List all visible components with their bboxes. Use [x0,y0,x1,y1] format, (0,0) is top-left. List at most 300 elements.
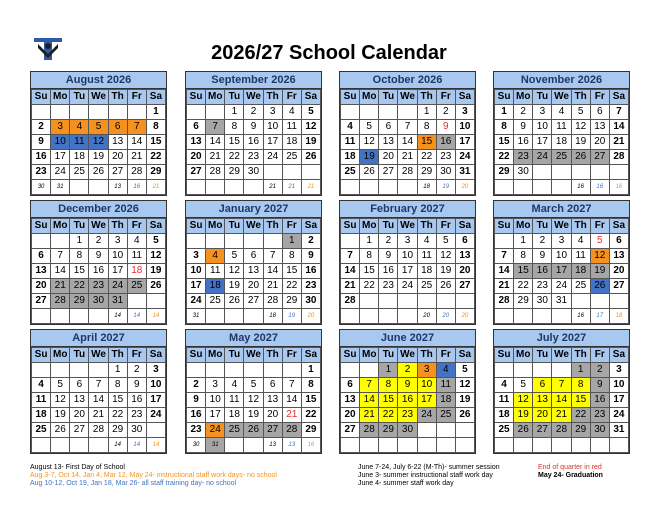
day-cell: 25 [417,279,436,294]
day-count [398,438,417,453]
day-cell [225,234,244,249]
day-cell: 7 [206,120,225,135]
day-cell: 25 [552,150,571,165]
day-cell: 1 [108,363,127,378]
day-count: 18 [263,309,282,324]
day-cell [417,294,436,309]
day-cell: 6 [590,105,609,120]
day-cell: 24 [417,408,436,423]
day-cell: 10 [146,378,165,393]
day-cell: 17 [206,408,225,423]
day-cell: 19 [436,264,455,279]
day-cell: 11 [495,393,514,408]
weekday-header: Fr [436,348,455,363]
day-cell: 8 [70,249,89,264]
day-cell: 25 [495,423,514,438]
day-cell: 30 [127,423,146,438]
day-cell: 22 [225,150,244,165]
day-cell: 5 [225,249,244,264]
day-cell [263,363,282,378]
day-cell: 18 [436,393,455,408]
day-cell: 11 [70,135,89,150]
day-cell: 16 [379,264,398,279]
day-cell: 20 [590,135,609,150]
day-cell: 12 [51,393,70,408]
day-cell: 17 [398,264,417,279]
day-cell: 16 [187,408,206,423]
day-cell: 1 [360,234,379,249]
day-count: 31 [187,309,206,324]
day-cell: 21 [360,408,379,423]
weekday-header: Tu [533,219,552,234]
day-cell: 25 [341,165,360,180]
day-cell: 8 [282,249,301,264]
day-cell: 17 [263,135,282,150]
day-cell: 6 [32,249,51,264]
day-cell [225,363,244,378]
day-cell: 1 [301,363,320,378]
day-cell: 30 [244,165,263,180]
day-cell: 7 [89,378,108,393]
day-cell: 22 [379,408,398,423]
weekday-header: We [89,219,108,234]
weekday-header: Th [417,348,436,363]
day-cell: 24 [398,279,417,294]
day-cell: 30 [89,294,108,309]
weekday-header: Th [263,348,282,363]
day-cell: 21 [127,150,146,165]
day-cell: 8 [417,120,436,135]
day-cell: 5 [514,378,533,393]
day-cell: 8 [146,120,165,135]
day-cell: 23 [244,150,263,165]
weekday-header: Fr [282,219,301,234]
day-cell [514,363,533,378]
day-cell: 3 [206,378,225,393]
day-cell: 28 [609,150,628,165]
day-cell: 20 [108,150,127,165]
day-cell: 4 [127,234,146,249]
day-cell: 15 [360,264,379,279]
day-cell: 28 [552,423,571,438]
day-cell: 13 [187,135,206,150]
day-cell [32,363,51,378]
day-cell [398,294,417,309]
day-cell: 2 [244,105,263,120]
month-february-2027 [339,200,476,325]
day-cell: 29 [495,165,514,180]
day-cell [609,294,628,309]
day-cell [341,234,360,249]
day-cell: 3 [51,120,70,135]
day-cell: 23 [32,165,51,180]
weekday-header: Fr [590,348,609,363]
day-cell: 3 [533,105,552,120]
day-cell: 24 [609,408,628,423]
day-count: 16 [571,309,590,324]
day-count [341,309,360,324]
day-count: 14 [127,309,146,324]
day-cell: 29 [225,165,244,180]
day-count [552,309,571,324]
month-title: March 2027 [494,201,629,218]
day-cell: 13 [590,120,609,135]
day-cell: 25 [225,423,244,438]
weekday-header: We [244,219,263,234]
day-cell [379,105,398,120]
day-cell: 18 [32,408,51,423]
day-cell: 17 [552,264,571,279]
day-cell: 29 [108,423,127,438]
day-cell: 15 [495,135,514,150]
day-cell: 9 [590,378,609,393]
day-cell: 23 [127,408,146,423]
day-cell: 4 [32,378,51,393]
day-count: 21 [282,180,301,195]
day-cell: 30 [514,165,533,180]
day-cell: 2 [301,234,320,249]
day-cell: 29 [146,165,165,180]
day-cell: 2 [379,234,398,249]
day-cell [341,363,360,378]
day-cell: 17 [609,393,628,408]
day-cell: 27 [609,279,628,294]
day-cell: 7 [609,105,628,120]
day-cell: 22 [417,150,436,165]
day-cell: 5 [244,378,263,393]
day-cell [436,294,455,309]
weekday-header: Fr [282,348,301,363]
day-cell: 1 [225,105,244,120]
day-cell: 19 [301,135,320,150]
day-cell: 11 [436,378,455,393]
day-count [417,438,436,453]
day-cell: 8 [225,120,244,135]
day-cell: 13 [244,264,263,279]
day-cell: 21 [51,279,70,294]
day-cell [206,234,225,249]
day-cell: 7 [495,249,514,264]
weekday-header: Su [341,348,360,363]
day-count: 31 [206,438,225,453]
day-cell: 9 [398,378,417,393]
day-count [360,438,379,453]
day-cell: 6 [379,120,398,135]
day-cell: 13 [108,135,127,150]
day-cell: 29 [379,423,398,438]
day-cell [70,105,89,120]
day-cell: 21 [341,279,360,294]
day-cell: 5 [571,105,590,120]
day-cell: 11 [32,393,51,408]
day-cell [187,105,206,120]
day-cell: 24 [146,408,165,423]
day-cell: 18 [571,264,590,279]
day-cell: 2 [398,363,417,378]
day-count: 19 [282,309,301,324]
weekday-header: Su [495,219,514,234]
day-cell [417,423,436,438]
day-count: 30 [187,438,206,453]
day-cell: 19 [571,135,590,150]
day-count [360,309,379,324]
day-cell: 9 [514,120,533,135]
weekday-header: Th [571,348,590,363]
day-cell: 2 [127,363,146,378]
day-cell: 18 [341,150,360,165]
day-cell: 28 [263,294,282,309]
day-cell: 6 [187,120,206,135]
day-cell: 14 [552,393,571,408]
month-january-2027 [185,200,322,325]
month-june-2027 [339,329,476,454]
weekday-header: We [552,90,571,105]
weekday-header: Mo [514,90,533,105]
day-cell: 27 [455,279,474,294]
day-cell: 4 [436,363,455,378]
day-count [495,309,514,324]
day-cell: 12 [514,393,533,408]
day-count [89,438,108,453]
day-cell [436,423,455,438]
weekday-header: Mo [360,348,379,363]
day-cell: 6 [263,378,282,393]
day-cell: 26 [514,423,533,438]
day-cell: 15 [70,264,89,279]
weekday-header: Fr [127,219,146,234]
day-cell: 27 [263,423,282,438]
day-cell: 13 [263,393,282,408]
day-cell: 9 [32,135,51,150]
day-count: 17 [590,309,609,324]
day-cell: 14 [398,135,417,150]
day-count [398,180,417,195]
day-cell: 10 [398,249,417,264]
day-cell: 14 [127,135,146,150]
day-count [225,438,244,453]
weekday-header: Su [341,219,360,234]
day-cell: 15 [108,393,127,408]
day-cell: 21 [495,279,514,294]
day-count: 16 [590,180,609,195]
day-cell: 6 [533,378,552,393]
day-cell [552,363,571,378]
day-cell: 28 [89,423,108,438]
day-cell [146,294,165,309]
weekday-header: We [398,90,417,105]
weekday-header: Th [571,219,590,234]
day-cell: 26 [571,150,590,165]
day-cell: 28 [206,165,225,180]
day-count [341,180,360,195]
day-cell: 30 [590,423,609,438]
day-cell: 13 [455,249,474,264]
day-cell [146,423,165,438]
day-cell: 3 [417,363,436,378]
day-count [32,309,51,324]
day-cell [360,294,379,309]
day-cell: 16 [89,264,108,279]
weekday-header: Sa [609,348,628,363]
day-cell: 19 [51,408,70,423]
day-cell: 7 [360,378,379,393]
day-cell: 22 [70,279,89,294]
month-title: November 2026 [494,72,629,89]
day-count: 21 [263,180,282,195]
day-cell: 30 [301,294,320,309]
day-cell: 5 [146,234,165,249]
day-cell [301,165,320,180]
day-cell: 3 [455,105,474,120]
month-november-2026 [493,71,630,196]
day-cell [187,234,206,249]
day-count [206,180,225,195]
day-count: 20 [301,309,320,324]
day-cell: 2 [32,120,51,135]
day-cell: 15 [301,393,320,408]
weekday-header: Sa [301,348,320,363]
day-cell: 9 [379,249,398,264]
day-count: 20 [455,309,474,324]
day-cell: 22 [495,150,514,165]
day-count: 20 [436,309,455,324]
day-cell [282,165,301,180]
day-cell [379,294,398,309]
day-cell [108,105,127,120]
day-cell: 14 [495,264,514,279]
day-cell: 26 [301,150,320,165]
day-cell: 10 [609,378,628,393]
weekday-header: Su [187,348,206,363]
day-cell: 4 [417,234,436,249]
day-cell [244,234,263,249]
day-cell: 2 [187,378,206,393]
day-cell: 6 [108,120,127,135]
day-cell: 13 [341,393,360,408]
day-cell: 16 [32,150,51,165]
day-count [552,438,571,453]
day-cell: 22 [571,408,590,423]
day-cell: 20 [32,279,51,294]
day-cell: 21 [282,408,301,423]
day-cell: 11 [225,393,244,408]
day-cell: 30 [398,423,417,438]
day-cell [187,363,206,378]
weekday-header: Tu [379,90,398,105]
day-cell [51,234,70,249]
weekday-header: Fr [127,90,146,105]
day-cell: 22 [514,279,533,294]
day-cell: 31 [552,294,571,309]
day-cell: 27 [70,423,89,438]
month-march-2027 [493,200,630,325]
day-cell: 9 [244,120,263,135]
weekday-header: Fr [436,219,455,234]
day-cell: 12 [571,120,590,135]
day-cell [571,165,590,180]
legend-first-day: August 13- First Day of School [30,464,125,471]
day-cell: 3 [108,234,127,249]
weekday-header: Th [571,90,590,105]
day-cell: 26 [455,408,474,423]
day-cell: 3 [187,249,206,264]
day-count [552,180,571,195]
day-cell: 27 [341,423,360,438]
weekday-header: Mo [360,90,379,105]
day-cell: 8 [514,249,533,264]
day-cell: 10 [108,249,127,264]
day-cell [533,363,552,378]
day-cell: 12 [436,249,455,264]
weekday-header: We [89,348,108,363]
day-cell: 12 [455,378,474,393]
day-cell: 23 [301,279,320,294]
day-count: 13 [108,180,127,195]
day-cell: 22 [301,408,320,423]
weekday-header: Tu [70,219,89,234]
weekday-header: We [552,348,571,363]
day-cell: 21 [398,150,417,165]
day-cell: 28 [51,294,70,309]
day-cell: 12 [590,249,609,264]
day-cell: 4 [225,378,244,393]
day-cell: 18 [127,264,146,279]
day-cell: 14 [89,393,108,408]
day-cell: 31 [108,294,127,309]
day-cell: 10 [263,120,282,135]
day-cell: 11 [552,120,571,135]
day-count [514,438,533,453]
day-cell: 5 [89,120,108,135]
day-cell: 1 [571,363,590,378]
day-count [32,438,51,453]
weekday-header: Sa [146,348,165,363]
day-cell: 22 [282,279,301,294]
day-cell: 12 [244,393,263,408]
day-cell: 20 [244,279,263,294]
day-cell: 9 [533,249,552,264]
day-cell: 19 [225,279,244,294]
day-cell: 14 [609,120,628,135]
day-cell: 23 [379,279,398,294]
day-cell: 18 [417,264,436,279]
day-cell: 1 [495,105,514,120]
day-cell: 26 [225,294,244,309]
month-title: February 2027 [340,201,475,218]
weekday-header: Th [417,219,436,234]
day-cell: 25 [32,423,51,438]
day-cell: 27 [187,165,206,180]
weekday-header: Sa [609,90,628,105]
weekday-header: We [398,348,417,363]
day-cell: 29 [571,423,590,438]
day-cell: 29 [514,294,533,309]
weekday-header: Tu [533,348,552,363]
day-cell: 10 [417,378,436,393]
day-cell: 10 [206,393,225,408]
day-cell: 16 [533,264,552,279]
day-cell: 4 [571,234,590,249]
day-cell: 4 [552,105,571,120]
day-cell: 26 [51,423,70,438]
day-cell [571,294,590,309]
day-cell: 16 [244,135,263,150]
day-cell: 18 [282,135,301,150]
day-cell: 5 [360,120,379,135]
day-cell [51,105,70,120]
day-cell: 11 [341,135,360,150]
day-count: 14 [108,438,127,453]
